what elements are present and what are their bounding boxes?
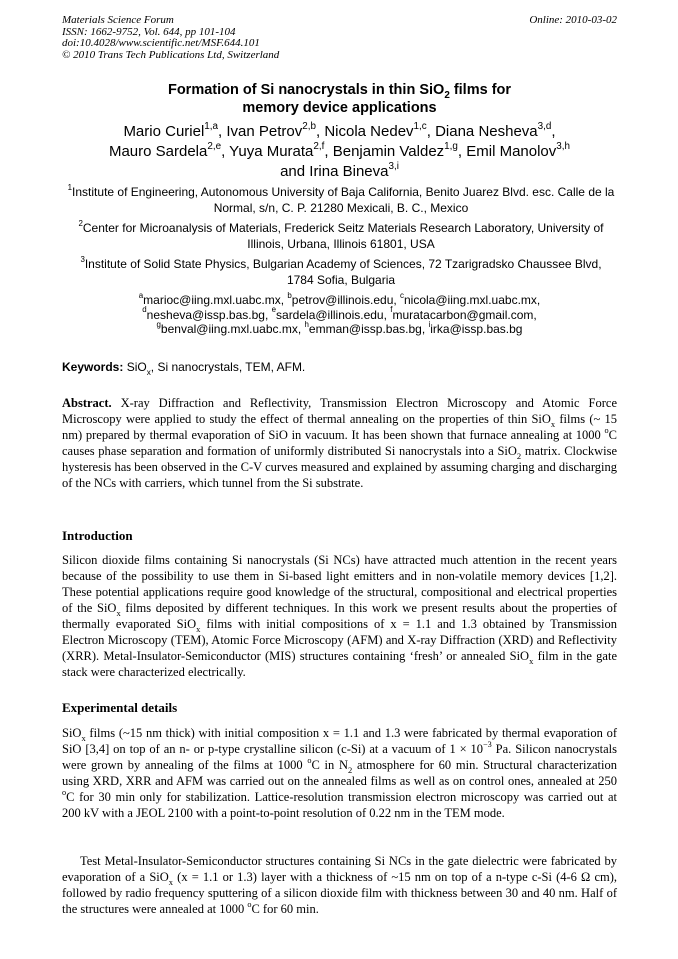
email-sep: ,	[383, 307, 391, 322]
exp-text: (x = 1.1 or 1.3) layer with a thickness of ~15 nm on top of a n-type c-Si (4-6 Ω cm), followed by radio frequency sputtering of a silicon dioxide film with thickness between 30 and 40 nm. Half of the structures were annealed at 1000	[62, 870, 618, 916]
affiliation-text: Institute of Engineering, Autonomous University of Baja California, Benito Juarez Blvd. esc. Calle de la Normal, s/n, C. P. 21280 Mexicali, B. C., Mexico	[72, 185, 615, 215]
exp-superscript: −3	[483, 739, 492, 749]
email-address: petrov@illinois.edu	[291, 293, 394, 307]
exp-subscript: x	[168, 876, 174, 887]
author	[332, 140, 467, 160]
email-mark: a	[138, 290, 144, 300]
email-mark: f	[390, 305, 393, 315]
exp-superscript: o	[247, 899, 252, 909]
author	[324, 120, 436, 140]
affiliation-number: 3	[80, 254, 85, 264]
exp-text: C in N	[311, 758, 348, 772]
email-sep: ,	[280, 293, 288, 307]
email-sep: ,	[536, 293, 541, 307]
abstract-subscript: x	[550, 418, 556, 429]
copyright-line: © 2010 Trans Tech Publications Ltd, Switzerland	[62, 48, 280, 61]
author	[435, 120, 556, 140]
author	[229, 140, 333, 160]
exp-subscript: 2	[348, 764, 353, 775]
author-affil-mark: 3,h	[556, 140, 571, 152]
author	[466, 140, 571, 160]
author-affil-mark: 1,a	[204, 120, 219, 132]
keywords-text: SiO	[123, 360, 147, 374]
email	[428, 319, 523, 336]
keywords-text-end: , Si nanocrystals, TEM, AFM.	[150, 360, 306, 374]
abstract-text: films (~ 15 nm) prepared by thermal evaporation of SiO in vacuum. It has been shown that furnace annealing at 1000	[62, 412, 617, 442]
email-mark: d	[142, 305, 147, 315]
author-affil-mark: 2,b	[302, 120, 316, 132]
doi-line: doi:10.4028/www.scientific.net/MSF.644.101	[62, 37, 260, 49]
issn-line: ISSN: 1662-9752, Vol. 644, pp 101-104	[62, 25, 236, 38]
email-sep: ,	[421, 322, 429, 336]
email	[271, 305, 391, 322]
exp-text: atmosphere for 60 min. Structural characterization using XRD, XRR and AFM was carried out on the annealed films as well as on control ones, annealed at 250	[62, 758, 618, 788]
introduction-heading: Introduction	[62, 528, 133, 543]
author-sep: ,	[551, 123, 556, 140]
exp-text: Pa. Silicon nanocrystals were grown by annealing of the films at 1000	[62, 742, 617, 772]
author-sep: ,	[315, 123, 325, 140]
title-subscript: 2	[444, 90, 450, 102]
email	[142, 305, 272, 322]
abstract-text: C causes phase separation and formation of uniformly distributed Si nanocrystals into a SiO	[62, 428, 617, 458]
email	[138, 290, 288, 307]
author-name: Yuya Murata	[229, 143, 314, 160]
email-address: marioc@iing.mxl.uabc.mx	[143, 293, 281, 307]
experimental-paragraph-1	[62, 725, 617, 821]
email-mark: i	[428, 319, 431, 329]
author-name: and Irina Bineva	[280, 163, 389, 180]
exp-text: C for 60 min.	[251, 902, 319, 916]
email-address: nicola@iing.mxl.uabc.mx	[404, 293, 537, 307]
journal-name: Materials Science Forum	[62, 14, 174, 26]
email-sep: ,	[264, 307, 272, 322]
email-list	[62, 290, 617, 337]
intro-text: film in the gate stack were characterized electrically.	[62, 649, 617, 679]
author-name: Diana Nesheva	[435, 123, 538, 140]
keywords-subscript: x	[146, 367, 151, 377]
author-list	[62, 122, 617, 182]
intro-subscript: x	[116, 607, 121, 618]
author-name: Mario Curiel	[123, 123, 205, 140]
author	[280, 160, 399, 180]
title-line-2: memory device applications	[242, 100, 437, 116]
exp-superscript: o	[307, 755, 312, 765]
journal-header	[62, 15, 617, 61]
author-sep: ,	[457, 143, 467, 160]
affiliation-1	[66, 182, 616, 216]
author-affil-mark: 3,d	[537, 120, 552, 132]
abstract-label: Abstract.	[62, 396, 112, 410]
author-affil-mark: 1,g	[444, 140, 458, 152]
email-sep: ,	[533, 307, 537, 322]
abstract-superscript: o	[604, 425, 609, 435]
affiliation-number: 1	[67, 182, 73, 192]
intro-text: films deposited by different techniques. In this work we present results about the properties of thermally evaporated SiO	[62, 601, 617, 631]
author-sep: ,	[218, 123, 227, 140]
email-address: emman@issp.bas.bg	[308, 322, 422, 336]
email	[156, 319, 305, 336]
abstract-text: matrix. Clockwise hysteresis has been observed in the C-V curves measured and explained by assuming charging and discharging of the NCs with carriers, which tunnel from the Si substrate.	[62, 444, 617, 490]
email-mark: c	[400, 290, 404, 300]
exp-subscript: x	[81, 732, 86, 743]
exp-text: Test Metal-Insulator-Semiconductor structures containing Si NCs in the gate dielectric were fabricated by evaporation of a SiO	[62, 854, 617, 884]
author-affil-mark: 2,e	[207, 140, 222, 152]
author-name: Ivan Petrov	[226, 123, 303, 140]
email-address: irka@issp.bas.bg	[430, 322, 523, 336]
email-sep: ,	[393, 293, 401, 307]
email-mark: e	[271, 305, 277, 315]
email-mark: h	[304, 319, 309, 329]
email-mark: g	[156, 319, 161, 329]
title-text-end: films for	[449, 82, 512, 98]
keywords	[62, 360, 617, 375]
author-sep: ,	[324, 143, 333, 160]
author-name: Mauro Sardela	[108, 143, 208, 160]
email	[390, 305, 537, 322]
author-affil-mark: 2,f	[313, 140, 325, 152]
intro-text: films with initial compositions of x = 1.1 and 1.3 obtained by Transmission Electron Microscopy (TEM), Atomic Force Microscopy (AFM) and X-ray Diffraction (XRD) and Reflectivity (XRR). Metal-Insulator-Semiconductor (MIS) structures containing ‘fresh’ or annealed SiO	[62, 617, 617, 663]
online-date: Online: 2010-03-02	[529, 14, 617, 26]
intro-subscript: x	[196, 623, 201, 634]
affiliation-3	[66, 254, 616, 288]
title-text: Formation of Si nanocrystals in thin SiO	[167, 82, 445, 98]
author-name: Benjamin Valdez	[332, 143, 445, 160]
keywords-label: Keywords:	[62, 360, 124, 374]
paper-title	[62, 81, 617, 117]
email-sep: ,	[297, 322, 305, 336]
email-address: nesheva@issp.bas.bg	[146, 307, 265, 322]
email	[304, 319, 431, 336]
email	[287, 290, 401, 307]
affiliation-text: Center for Microanalysis of Materials, Frederick Seitz Materials Research Laboratory, University of Illinois, Urbana, Illinois 61801, USA	[82, 221, 604, 251]
intro-subscript: x	[529, 655, 534, 666]
experimental-heading: Experimental details	[62, 700, 178, 715]
author-affil-mark: 1,c	[413, 120, 427, 132]
exp-text: films (~15 nm thick) with initial composition x = 1.1 and 1.3 were fabricated by thermal evaporation of SiO [3,4] on top of an n- or p-type crystalline silicon (c-Si) at a vacuum of 1 × 10	[62, 726, 617, 756]
email-address: sardela@illinois.edu	[276, 307, 384, 322]
introduction-paragraph	[62, 552, 617, 680]
affiliation-number: 2	[78, 218, 83, 228]
exp-superscript: o	[62, 787, 67, 797]
author	[108, 140, 230, 160]
email-address: muratacarbon@gmail.com	[392, 307, 534, 322]
intro-text: Silicon dioxide films containing Si nanocrystals (Si NCs) have attracted much attention in the recent years because of the possibility to use them in Si-based light emitters and in non-volatile memory devices [1,2]. These potential applications require good knowledge of the structural, compositional and electrical properties of the SiO	[62, 553, 617, 615]
author-name: Emil Manolov	[466, 143, 557, 160]
affiliation-2	[66, 218, 616, 252]
email-address: benval@iing.mxl.uabc.mx	[160, 322, 298, 336]
author-sep: ,	[426, 123, 436, 140]
author-sep: ,	[221, 143, 230, 160]
author	[123, 120, 227, 140]
author-affil-mark: 3,i	[388, 160, 399, 172]
abstract	[62, 395, 617, 491]
abstract-text: X-ray Diffraction and Reflectivity, Transmission Electron Microscopy and Atomic Force Microscopy were applied to study the effect of thermal annealing on the properties of thin SiO	[62, 396, 617, 426]
experimental-paragraph-2	[62, 853, 617, 917]
email	[400, 290, 541, 307]
exp-text: C for 30 min only for stabilization. Lattice-resolution transmission electron microscopy was carried out at 200 kV with a JEOL 2100 with a point-to-point resolution of 0.22 nm in the TEM mode.	[62, 790, 617, 820]
abstract-subscript: 2	[516, 450, 522, 461]
author-name: Nicola Nedev	[324, 123, 414, 140]
exp-text: SiO	[62, 726, 82, 740]
email-mark: b	[287, 290, 292, 300]
author	[226, 120, 325, 140]
affiliation-text: Institute of Solid State Physics, Bulgarian Academy of Sciences, 72 Tzarigradsko Chaussee Blvd, 1784 Sofia, Bulgaria	[84, 257, 602, 287]
